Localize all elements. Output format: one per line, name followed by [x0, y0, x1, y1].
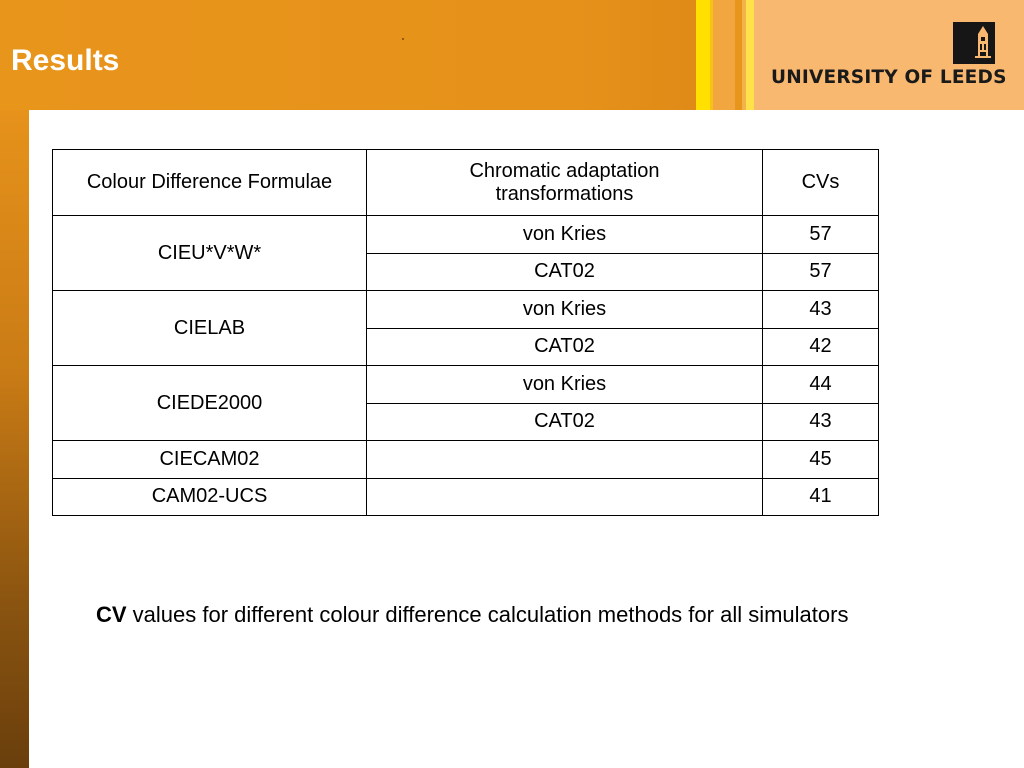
column-header-formulae: Colour Difference Formulae	[53, 150, 367, 216]
cat-cell: von Kries	[367, 291, 763, 329]
column-header-cvs: CVs	[763, 150, 879, 216]
cat-cell	[367, 478, 763, 516]
slide-title: Results	[11, 44, 120, 77]
university-logo-text: UNIVERSITY OF LEEDS	[771, 67, 1007, 88]
header-stripe	[746, 0, 754, 110]
caption-bold-prefix: CV	[96, 602, 127, 627]
cat-cell: von Kries	[367, 366, 763, 404]
header-stripe	[713, 0, 735, 110]
cv-cell: 43	[763, 291, 879, 329]
cat-cell: von Kries	[367, 216, 763, 254]
cat-cell: CAT02	[367, 403, 763, 441]
formula-cell: CIELAB	[53, 291, 367, 366]
cv-cell: 57	[763, 253, 879, 291]
header-stripe	[696, 0, 710, 110]
formula-cell: CAM02-UCS	[53, 478, 367, 516]
table-header-row	[53, 150, 879, 216]
decorative-dot	[402, 38, 404, 40]
cv-cell: 42	[763, 328, 879, 366]
results-table	[52, 149, 879, 516]
table-row	[53, 366, 879, 404]
cv-cell: 45	[763, 441, 879, 479]
table-row	[53, 441, 879, 479]
university-crest-icon	[953, 22, 995, 64]
formula-cell: CIEDE2000	[53, 366, 367, 441]
cv-cell: 57	[763, 216, 879, 254]
table-caption	[96, 602, 996, 628]
cv-cell: 41	[763, 478, 879, 516]
header-stripe	[735, 0, 742, 110]
table-row	[53, 291, 879, 329]
cv-cell: 44	[763, 366, 879, 404]
caption-text: values for different colour difference calculation methods for all simulators	[126, 602, 849, 627]
cat-cell: CAT02	[367, 253, 763, 291]
table-row	[53, 478, 879, 516]
formula-cell: CIEU*V*W*	[53, 216, 367, 291]
cat-cell: CAT02	[367, 328, 763, 366]
left-sidebar-bar	[0, 110, 29, 768]
cv-cell: 43	[763, 403, 879, 441]
column-header-cat: Chromatic adaptation transformations	[367, 150, 763, 216]
formula-cell: CIECAM02	[53, 441, 367, 479]
table-row	[53, 216, 879, 254]
cat-cell	[367, 441, 763, 479]
